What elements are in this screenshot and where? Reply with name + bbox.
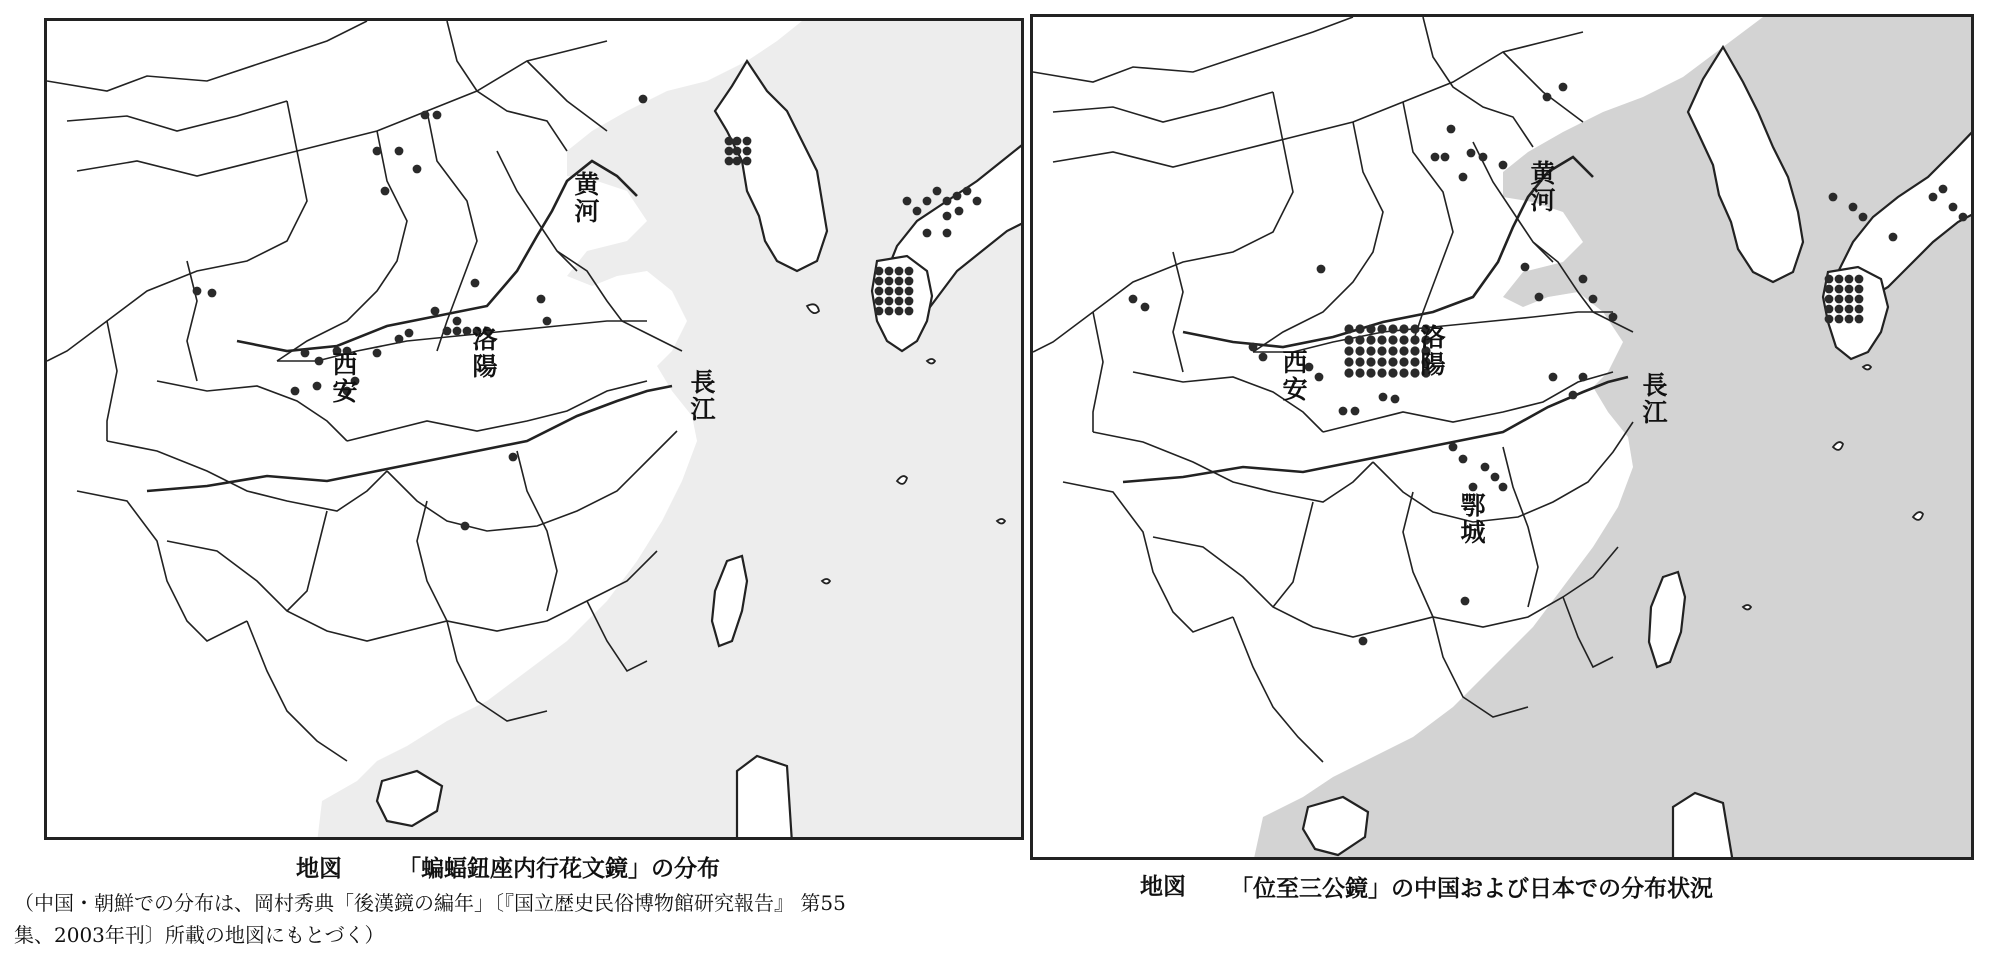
distribution-dot [1459, 173, 1468, 182]
distribution-dot [315, 357, 324, 366]
distribution-dot [1845, 295, 1854, 304]
distribution-dot [1825, 315, 1834, 324]
left-map-panel [44, 18, 1024, 840]
distribution-dot [461, 522, 470, 531]
right-map-panel [1030, 14, 1974, 860]
right-caption-prefix: 地図 [1140, 874, 1186, 900]
distribution-dot [1535, 293, 1544, 302]
distribution-dot [1835, 315, 1844, 324]
distribution-dot [895, 267, 904, 276]
distribution-dot [1845, 305, 1854, 314]
small-island [997, 519, 1005, 524]
distribution-dot [1399, 368, 1408, 377]
distribution-dot [1355, 368, 1364, 377]
distribution-dot [1388, 368, 1397, 377]
label-echeng: 鄂 城 [1460, 491, 1486, 547]
distribution-dot [973, 197, 982, 206]
distribution-dot [1939, 185, 1948, 194]
distribution-dot [1825, 295, 1834, 304]
distribution-dot [1549, 373, 1558, 382]
distribution-dot [905, 297, 914, 306]
peninsula-south [737, 756, 792, 840]
distribution-dot [1959, 213, 1968, 222]
distribution-dot [1339, 407, 1348, 416]
distribution-dot [1388, 357, 1397, 366]
distribution-dot [1559, 83, 1568, 92]
distribution-dot [895, 297, 904, 306]
distribution-dot [1431, 153, 1440, 162]
distribution-dot [743, 147, 752, 156]
distribution-dot [1845, 285, 1854, 294]
distribution-dot [1829, 193, 1838, 202]
distribution-dot [963, 187, 972, 196]
label-xian: 西 安 [1282, 348, 1308, 404]
distribution-dot [1589, 295, 1598, 304]
right-map-svg [1033, 17, 1974, 860]
distribution-dot [1141, 303, 1150, 312]
distribution-dot [413, 165, 422, 174]
distribution-dot [953, 192, 962, 201]
distribution-dot [1344, 357, 1353, 366]
distribution-dot [1344, 335, 1353, 344]
distribution-dot [1259, 353, 1268, 362]
distribution-dot [905, 287, 914, 296]
distribution-dot [1377, 324, 1386, 333]
distribution-dot [537, 295, 546, 304]
distribution-dot [1855, 285, 1864, 294]
distribution-dot [1929, 193, 1938, 202]
distribution-dot [923, 229, 932, 238]
distribution-dot [471, 279, 480, 288]
distribution-dot [895, 287, 904, 296]
distribution-dot [1481, 463, 1490, 472]
distribution-dot [421, 111, 430, 120]
distribution-dot [1609, 313, 1618, 322]
small-island [1863, 365, 1871, 370]
distribution-dot [208, 289, 217, 298]
distribution-dot [1461, 597, 1470, 606]
distribution-dot [875, 297, 884, 306]
distribution-dot [1441, 153, 1450, 162]
distribution-dot [453, 327, 462, 336]
distribution-dot [905, 267, 914, 276]
distribution-dot [395, 147, 404, 156]
distribution-dot [905, 277, 914, 286]
distribution-dot [875, 277, 884, 286]
distribution-dot [903, 197, 912, 206]
distribution-dot [1344, 324, 1353, 333]
distribution-dot [1399, 324, 1408, 333]
distribution-dot [373, 349, 382, 358]
distribution-dot [1569, 391, 1578, 400]
distribution-dot [1315, 373, 1324, 382]
distribution-dot [1447, 125, 1456, 134]
distribution-dot [725, 147, 734, 156]
small-island [927, 359, 935, 364]
distribution-dot [1366, 346, 1375, 355]
distribution-dot [885, 307, 894, 316]
distribution-dot [1355, 335, 1364, 344]
distribution-dot [913, 207, 922, 216]
distribution-dot [743, 137, 752, 146]
distribution-dot [1344, 346, 1353, 355]
distribution-dot [885, 267, 894, 276]
distribution-dot [1845, 275, 1854, 284]
distribution-dot [1399, 346, 1408, 355]
distribution-dot [193, 287, 202, 296]
distribution-dot [1377, 335, 1386, 344]
distribution-dot [1388, 346, 1397, 355]
distribution-dot [1835, 275, 1844, 284]
distribution-dot [725, 157, 734, 166]
distribution-dot [443, 327, 452, 336]
distribution-dot [1366, 324, 1375, 333]
distribution-dot [291, 387, 300, 396]
distribution-dot [923, 197, 932, 206]
distribution-dot [381, 187, 390, 196]
distribution-dot [1377, 368, 1386, 377]
distribution-dot [1825, 285, 1834, 294]
distribution-dot [301, 349, 310, 358]
distribution-dot [895, 277, 904, 286]
distribution-dot [1355, 357, 1364, 366]
distribution-dot [1835, 295, 1844, 304]
distribution-dot [1399, 335, 1408, 344]
distribution-dot [1849, 203, 1858, 212]
distribution-dot [1459, 455, 1468, 464]
distribution-dot [1388, 335, 1397, 344]
distribution-dot [1835, 305, 1844, 314]
distribution-dot [1579, 373, 1588, 382]
small-island [1743, 605, 1751, 610]
distribution-dot [1379, 393, 1388, 402]
distribution-dot [885, 297, 894, 306]
distribution-dot [943, 212, 952, 221]
distribution-dot [1377, 357, 1386, 366]
left-map-svg [47, 21, 1024, 840]
distribution-dot [1355, 324, 1364, 333]
distribution-dot [433, 111, 442, 120]
distribution-dot [1845, 315, 1854, 324]
distribution-dot [431, 307, 440, 316]
right-caption-title: 「位至三公鏡」の中国および日本での分布状況 [1230, 876, 1713, 902]
distribution-dot [1859, 213, 1868, 222]
label-xian: 西 安 [332, 350, 358, 406]
distribution-dot [1835, 285, 1844, 294]
label-changjiang: 長 江 [690, 368, 716, 424]
distribution-dot [1399, 357, 1408, 366]
distribution-dot [1889, 233, 1898, 242]
distribution-dot [733, 157, 742, 166]
distribution-dot [875, 267, 884, 276]
distribution-dot [1825, 305, 1834, 314]
distribution-dot [1249, 343, 1258, 352]
distribution-dot [395, 335, 404, 344]
distribution-dot [1366, 368, 1375, 377]
distribution-dot [453, 317, 462, 326]
distribution-dot [1949, 203, 1958, 212]
distribution-dot [943, 229, 952, 238]
distribution-dot [885, 277, 894, 286]
distribution-dot [955, 207, 964, 216]
distribution-dot [885, 287, 894, 296]
distribution-dot [905, 307, 914, 316]
left-caption-note-2: 集、2003年刊〕所載の地図にもとづく） [14, 923, 385, 947]
label-changjiang: 長 江 [1642, 371, 1668, 427]
distribution-dot [1391, 395, 1400, 404]
left-caption-prefix: 地図 [296, 856, 342, 882]
distribution-dot [1855, 295, 1864, 304]
distribution-dot [1491, 473, 1500, 482]
distribution-dot [373, 147, 382, 156]
label-luoyang: 洛 陽 [472, 325, 498, 381]
distribution-dot [725, 137, 734, 146]
distribution-dot [1479, 153, 1488, 162]
distribution-dot [1579, 275, 1588, 284]
distribution-dot [543, 317, 552, 326]
distribution-dot [1499, 483, 1508, 492]
distribution-dot [1521, 263, 1530, 272]
distribution-dot [733, 147, 742, 156]
distribution-dot [1855, 315, 1864, 324]
distribution-dot [639, 95, 648, 104]
distribution-dot [1355, 346, 1364, 355]
distribution-dot [1855, 275, 1864, 284]
label-huanghe: 黄 河 [574, 170, 600, 226]
distribution-dot [1377, 346, 1386, 355]
distribution-dot [1543, 93, 1552, 102]
distribution-dot [1499, 161, 1508, 170]
distribution-dot [1825, 275, 1834, 284]
distribution-dot [1366, 335, 1375, 344]
label-huanghe: 黄 河 [1530, 159, 1556, 215]
distribution-dot [405, 329, 414, 338]
distribution-dot [1129, 295, 1138, 304]
distribution-dot [1449, 443, 1458, 452]
distribution-dot [1344, 368, 1353, 377]
distribution-dot [1359, 637, 1368, 646]
distribution-dot [1317, 265, 1326, 274]
peninsula-south [1673, 793, 1733, 860]
left-caption-note-1: （中国・朝鮮での分布は、岡村秀典「後漢鏡の編年」〔『国立歴史民俗博物館研究報告』 第55 [14, 891, 846, 915]
distribution-dot [1366, 357, 1375, 366]
distribution-dot [895, 307, 904, 316]
distribution-dot [1855, 305, 1864, 314]
distribution-dot [933, 187, 942, 196]
distribution-dot [509, 453, 518, 462]
distribution-dot [1467, 149, 1476, 158]
distribution-dot [1388, 324, 1397, 333]
distribution-dot [1351, 407, 1360, 416]
distribution-dot [875, 287, 884, 296]
label-luoyang: 洛 陽 [1420, 323, 1446, 379]
small-island [822, 579, 830, 584]
distribution-dot [875, 307, 884, 316]
distribution-dot [743, 157, 752, 166]
distribution-dot [943, 197, 952, 206]
distribution-dot [313, 382, 322, 391]
left-caption-title: 「蝙蝠鈕座内行花文鏡」の分布 [398, 856, 720, 882]
distribution-dot [733, 137, 742, 146]
